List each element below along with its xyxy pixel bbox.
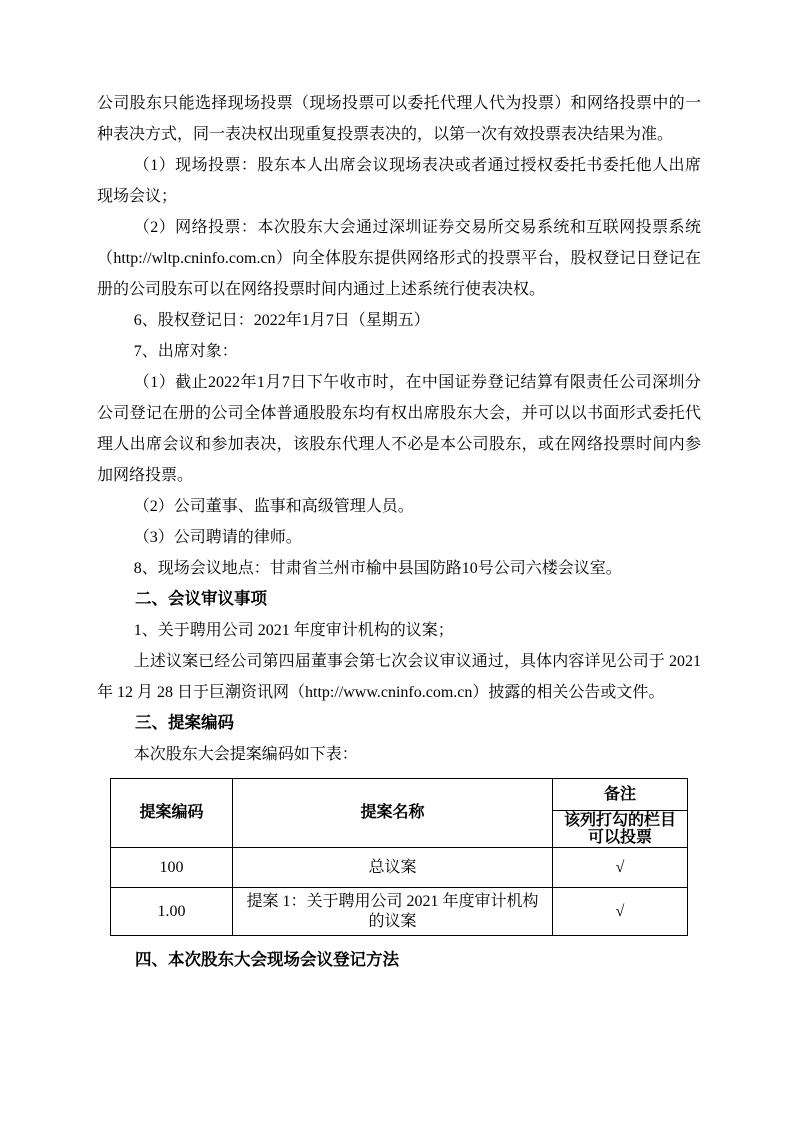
section-heading-registration-method: 四、本次股东大会现场会议登记方法 [134, 951, 399, 969]
paragraph-attendee-lawyers: （3）公司聘请的律师。 [133, 529, 302, 546]
table-header-row [111, 779, 688, 811]
paragraph-voting-method-continuation: 公司股东只能选择现场投票（现场投票可以委托代理人代为投票）和网络投票中的一种表决方式，同一表决权出现重复投票表决的，以第一次有效投票表决结果为准。 [97, 95, 701, 143]
paragraph-table-intro: 本次股东大会提案编码如下表： [133, 746, 358, 763]
section-heading-review-matters: 二、会议审议事项 [134, 590, 267, 608]
table-cell-vote-checkmark: √ [553, 888, 688, 936]
table-header-proposal-name: 提案名称 [233, 779, 553, 848]
paragraph-proposal-disclosure: 上述议案已经公司第四届董事会第七次会议审议通过，具体内容详见公司于 2021 年 12 月 28 日于巨潮资讯网（http://www.cninfo.com.cn）披露的相关公告或文件。 [97, 653, 701, 701]
paragraph-online-voting: （2）网络投票：本次股东大会通过深圳证券交易所交易系统和互联网投票系统（http://wltp.cninfo.com.cn）向全体股东提供网络形式的投票平台，股权登记日登记在册的公司股东可以在网络投票时间内通过上述系统行使表决权。 [97, 219, 701, 298]
paragraph-onsite-voting: （1）现场投票：股东本人出席会议现场表决或者通过授权委托书委托他人出席现场会议； [97, 157, 701, 205]
table-header-proposal-code: 提案编码 [111, 779, 233, 848]
paragraph-attendee-shareholders: （1）截止2022年1月7日下午收市时，在中国证券登记结算有限责任公司深圳分公司登记在册的公司全体普通股股东均有权出席股东大会，并可以以书面形式委托代理人出席会议和参加表决，该股东代理人不必是本公司股东，或在网络投票时间内参加网络投票。 [97, 374, 701, 484]
paragraph-meeting-venue: 8、现场会议地点：甘肃省兰州市榆中县国防路10号公司六楼会议室。 [133, 560, 622, 577]
table-header-note-subtitle: 该列打勾的栏目可以投票 [553, 811, 688, 848]
paragraph-attendee-directors: （2）公司董事、监事和高级管理人员。 [133, 498, 414, 515]
table-row [111, 888, 688, 936]
table-cell-proposal-name: 总议案 [233, 848, 553, 888]
paragraph-attendees-title: 7、出席对象： [133, 343, 238, 360]
table-header-note: 备注 [553, 779, 688, 811]
paragraph-proposal-item: 1、关于聘用公司 2021 年度审计机构的议案； [133, 622, 454, 639]
table-cell-proposal-name: 提案 1：关于聘用公司 2021 年度审计机构的议案 [233, 888, 553, 936]
table-row [111, 848, 688, 888]
proposal-code-table [110, 778, 688, 936]
section-heading-proposal-code: 三、提案编码 [134, 714, 234, 732]
table-cell-vote-checkmark: √ [553, 848, 688, 888]
table-cell-proposal-code: 1.00 [111, 888, 233, 936]
table-cell-proposal-code: 100 [111, 848, 233, 888]
paragraph-record-date: 6、股权登记日：2022年1月7日（星期五） [133, 312, 430, 329]
